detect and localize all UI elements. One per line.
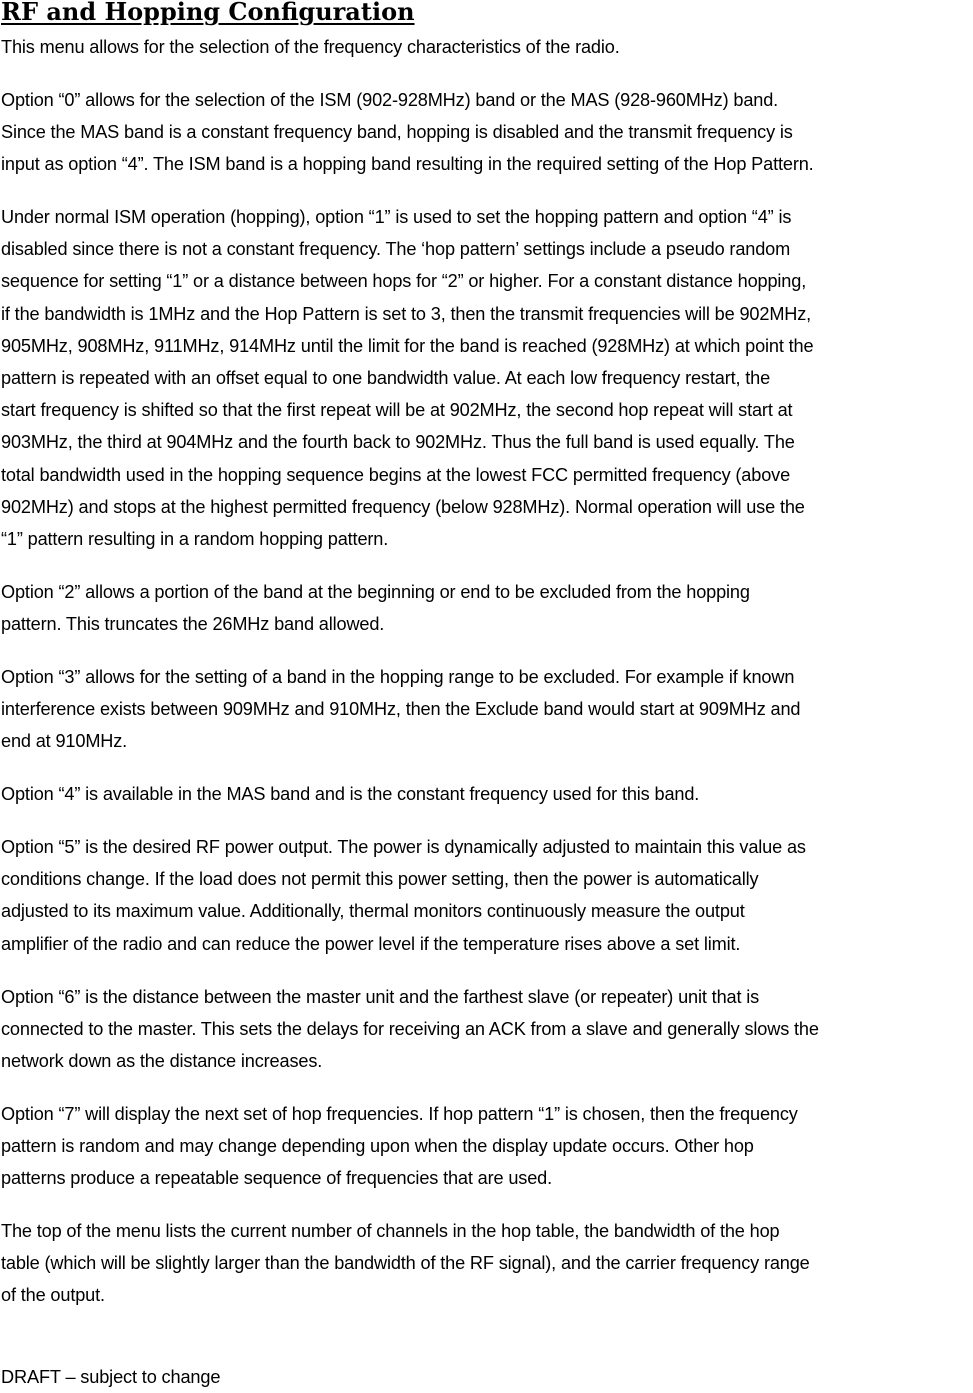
text-line: pattern. This truncates the 26MHz band allowed. bbox=[1, 614, 385, 635]
text-line: Option “3” allows for the setting of a band in the hopping range to be excluded. For example if known bbox=[1, 667, 795, 687]
text-line: network down as the distance increases. bbox=[1, 1051, 323, 1072]
text-line: interference exists between 909MHz and 910MHz, then the Exclude band would start at 909MHz and bbox=[1, 699, 801, 720]
paragraph-option-0 bbox=[1, 84, 973, 181]
text-line: adjusted to its maximum value. Additionally, thermal monitors continuously measure the output bbox=[1, 901, 745, 922]
text-line: end at 910MHz. bbox=[1, 731, 128, 752]
text-line: patterns produce a repeatable sequence of frequencies that are used. bbox=[1, 1168, 553, 1189]
text-line: start frequency is shifted so that the first repeat will be at 902MHz, the second hop repeat will start at bbox=[1, 400, 793, 421]
paragraph-menu-header bbox=[1, 1215, 973, 1312]
text-line: disabled since there is not a constant frequency. The ‘hop pattern’ settings include a pseudo random bbox=[1, 239, 791, 260]
paragraph-option-7 bbox=[1, 1098, 973, 1195]
text-line: Option “5” is the desired RF power output. The power is dynamically adjusted to maintain this value as bbox=[1, 837, 806, 857]
paragraph-option-5 bbox=[1, 831, 973, 960]
text-line: table (which will be slightly larger than the bandwidth of the RF signal), and the carrier frequency range bbox=[1, 1253, 810, 1274]
text-line: Option “6” is the distance between the master unit and the farthest slave (or repeater) unit that is bbox=[1, 987, 760, 1007]
paragraph-intro bbox=[1, 31, 973, 63]
text-line: Since the MAS band is a constant frequency band, hopping is disabled and the transmit frequency is bbox=[1, 122, 793, 143]
paragraph-option-4 bbox=[1, 778, 973, 810]
text-line: total bandwidth used in the hopping sequence begins at the lowest FCC permitted frequency (above bbox=[1, 464, 791, 485]
text-line: 905MHz, 908MHz, 911MHz, 914MHz until the limit for the band is reached (928MHz) at which point the bbox=[1, 335, 814, 356]
text-line: 903MHz, the third at 904MHz and the fourth back to 902MHz. Thus the full band is used equally. The bbox=[1, 432, 795, 453]
text-line: Option “4” is available in the MAS band and is the constant frequency used for this band. bbox=[1, 784, 700, 804]
text-line: pattern is repeated with an offset equal to one bandwidth value. At each low frequency restart, the bbox=[1, 368, 771, 389]
text-line: connected to the master. This sets the delays for receiving an ACK from a slave and generally slows the bbox=[1, 1019, 819, 1040]
paragraph-option-3 bbox=[1, 661, 973, 758]
text-line: This menu allows for the selection of the frequency characteristics of the radio. bbox=[1, 37, 620, 57]
text-line: of the output. bbox=[1, 1285, 105, 1306]
text-line: “1” pattern resulting in a random hopping pattern. bbox=[1, 529, 389, 550]
text-line: input as option “4”. The ISM band is a hopping band resulting in the required setting of the Hop Pattern. bbox=[1, 154, 814, 175]
page-title: RF and Hopping Configuration bbox=[1, 0, 415, 26]
paragraph-option-1 bbox=[1, 201, 973, 555]
text-line: The top of the menu lists the current number of channels in the hop table, the bandwidth of the hop bbox=[1, 1221, 780, 1241]
text-line: Option “2” allows a portion of the band at the beginning or end to be excluded from the hopping bbox=[1, 582, 750, 602]
draft-footer: DRAFT – subject to change bbox=[1, 1367, 221, 1387]
text-line: amplifier of the radio and can reduce the power level if the temperature rises above a set limit. bbox=[1, 933, 741, 954]
text-line: Option “0” allows for the selection of the ISM (902-928MHz) band or the MAS (928-960MHz) band. bbox=[1, 90, 779, 110]
text-line: if the bandwidth is 1MHz and the Hop Pattern is set to 3, then the transmit frequencies will be 902MHz, bbox=[1, 303, 812, 324]
text-line: conditions change. If the load does not permit this power setting, then the power is automatically bbox=[1, 869, 759, 890]
text-line: Option “7” will display the next set of hop frequencies. If hop pattern “1” is chosen, then the frequency bbox=[1, 1104, 798, 1124]
text-line: sequence for setting “1” or a distance between hops for “2” or higher. For a constant distance hopping, bbox=[1, 271, 807, 292]
text-line: Under normal ISM operation (hopping), option “1” is used to set the hopping pattern and option “4” is bbox=[1, 207, 792, 227]
text-line: pattern is random and may change depending upon when the display update occurs. Other hop bbox=[1, 1136, 754, 1157]
paragraph-option-6 bbox=[1, 981, 973, 1078]
text-line: 902MHz) and stops at the highest permitted frequency (below 928MHz). Normal operation will use the bbox=[1, 496, 805, 517]
paragraph-option-2 bbox=[1, 576, 973, 640]
